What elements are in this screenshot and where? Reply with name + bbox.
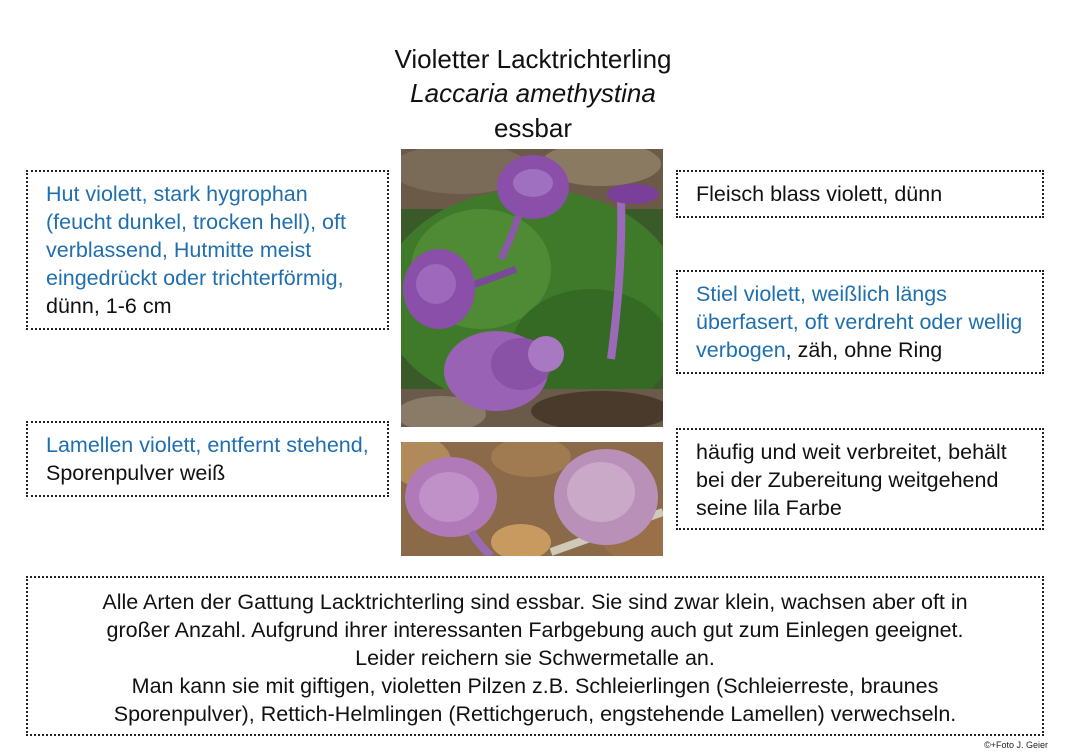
notes-line-2: großer Anzahl. Aufgrund ihrer interessanten Farbgebung auch gut zum Einlegen geeignet. [106,618,964,642]
notes-line-5: Sporenpulver), Rettich-Helmlingen (Rettichgeruch, engstehende Lamellen) verwechseln. [113,702,957,726]
flesh-description: Fleisch blass violett, dünn [696,182,943,206]
notes-line-1: Alle Arten der Gattung Lacktrichterling sind essbar. Sie sind zwar klein, wachsen aber oft in [102,590,968,614]
gills-description-box [26,421,389,497]
edibility-label: essbar [493,113,573,143]
distribution-box [676,428,1044,530]
stem-description-box [676,270,1044,374]
notes-line-3: Leider reichern sie Schwermetalle an. [355,646,715,670]
stem-description-blue: Stiel violett, weißlich längs überfasert, oft verdreht oder wellig verbogen [696,282,1023,362]
gills-description-blue: Lamellen violett, entfernt stehend, [46,433,369,457]
cap-description-blue: Hut violett, stark hygrophan (feucht dunkel, trocken hell), oft verblassend, Hutmitte meist eingedrückt oder trichterförmig, [46,182,346,290]
cap-description-box [26,170,389,330]
mushroom-photo-leaves [401,442,663,556]
gills-description-black: Sporenpulver weiß [46,461,226,485]
distribution-description: häufig und weit verbreitet, behält bei der Zubereitung weitgehend seine lila Farbe [696,440,1007,520]
latin-name: Laccaria amethystina [410,78,656,108]
notes-line-4: Man kann sie mit giftigen, violetten Pilzen z.B. Schleierlingen (Schleierreste, braunes [131,674,939,698]
flesh-description-box [676,170,1044,218]
page-title: Violetter Lacktrichterling [394,44,672,74]
stem-description-black: , zäh, ohne Ring [785,338,943,362]
notes-box [26,576,1044,736]
cap-description-black: dünn, 1-6 cm [46,294,172,318]
photo-credit: ©+Foto J. Geier [984,740,1048,750]
mushroom-photo-moss [401,149,663,427]
